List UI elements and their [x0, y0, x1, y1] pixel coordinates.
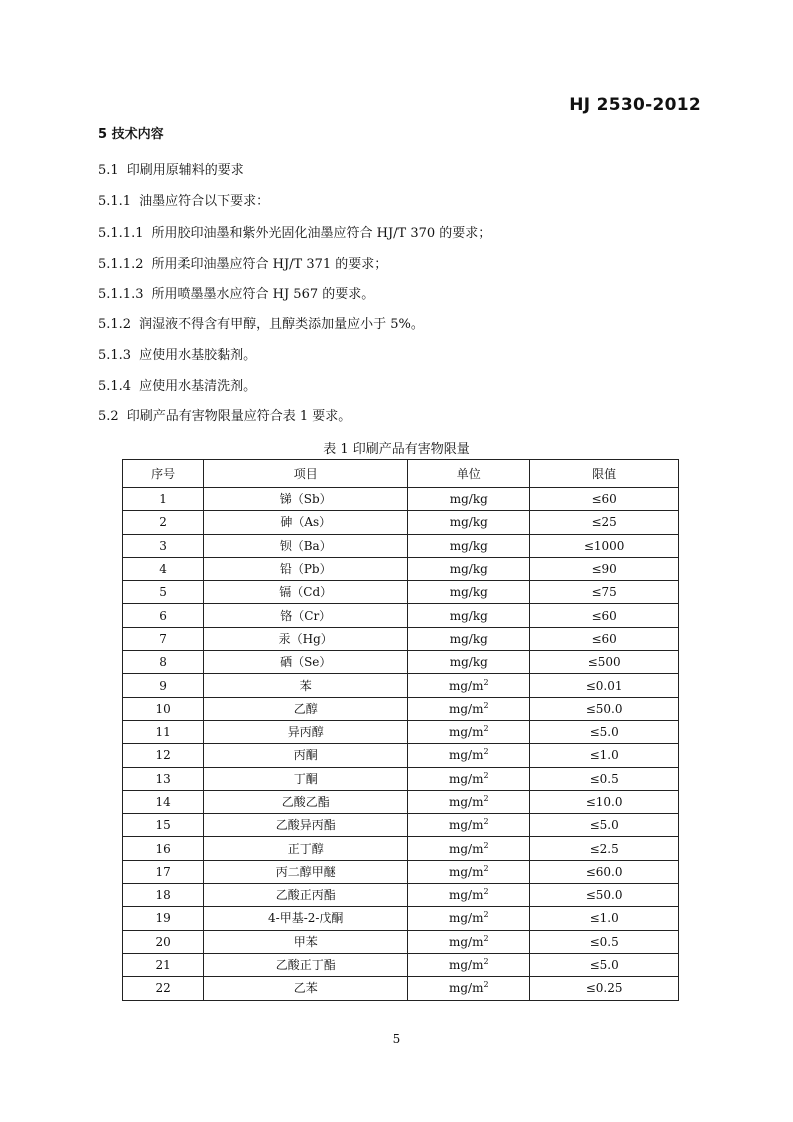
unit-text: mg/m [448, 841, 484, 856]
unit-text: mg/m [448, 864, 484, 879]
clause-number: 5.1.1.1 [98, 226, 144, 241]
cell-item: 乙醇 [204, 697, 408, 720]
table-row [123, 930, 679, 953]
cell-item: 苯 [204, 674, 408, 697]
cell-unit [408, 930, 530, 953]
unit-text: mg/m [448, 911, 484, 926]
paragraph-5-1-2 [98, 317, 424, 333]
cell-limit: ≤50.0 [530, 697, 679, 720]
table-caption: 表 1 印刷产品有害物限量 [323, 442, 470, 457]
table-row [123, 790, 679, 813]
cell-limit: ≤60 [530, 488, 679, 511]
cell-no: 12 [123, 744, 204, 767]
cell-no: 1 [123, 488, 204, 511]
cell-no: 10 [123, 697, 204, 720]
unit-text: mg/kg [449, 631, 488, 646]
cell-unit [408, 581, 530, 604]
cell-no: 14 [123, 790, 204, 813]
cell-no: 5 [123, 581, 204, 604]
unit-exponent: 2 [483, 980, 489, 990]
cell-item: 正丁醇 [204, 837, 408, 860]
section-title: 5 技术内容 [98, 127, 164, 142]
table-row [123, 581, 679, 604]
unit-text: mg/m [448, 725, 484, 740]
cell-item: 异丙醇 [204, 720, 408, 743]
unit-text: mg/m [448, 818, 484, 833]
table-row [123, 511, 679, 534]
cell-unit [408, 884, 530, 907]
paragraph-5-1-4 [98, 379, 256, 395]
cell-item: 乙酸正丁酯 [204, 953, 408, 976]
cell-limit: ≤50.0 [530, 884, 679, 907]
cell-unit [408, 627, 530, 650]
unit-text: mg/kg [449, 515, 488, 530]
table-row [123, 953, 679, 976]
cell-no: 8 [123, 651, 204, 674]
cell-unit [408, 674, 530, 697]
cell-unit [408, 790, 530, 813]
cell-unit [408, 534, 530, 557]
unit-text: mg/m [448, 934, 484, 949]
clause-number: 5.1.4 [98, 379, 132, 394]
table-row [123, 651, 679, 674]
table-row [123, 744, 679, 767]
table-row [123, 837, 679, 860]
clause-number: 5.1.1.3 [98, 287, 144, 302]
page-number: 5 [392, 1032, 401, 1046]
unit-exponent: 2 [483, 747, 489, 757]
paragraph-5-1 [98, 163, 244, 179]
cell-item: 铅（Pb） [204, 557, 408, 580]
unit-text: mg/m [448, 888, 484, 903]
cell-item: 乙苯 [204, 977, 408, 1000]
unit-exponent: 2 [483, 724, 489, 734]
document-code: HJ 2530-2012 [569, 95, 701, 115]
cell-limit: ≤0.01 [530, 674, 679, 697]
cell-no: 21 [123, 953, 204, 976]
unit-text: mg/m [448, 958, 484, 973]
cell-limit: ≤2.5 [530, 837, 679, 860]
cell-unit [408, 557, 530, 580]
clause-text: 所用柔印油墨应符合 HJ/T 371 的要求； [151, 257, 388, 272]
cell-item: 钡（Ba） [204, 534, 408, 557]
unit-exponent: 2 [483, 770, 489, 780]
header-no: 序号 [123, 460, 204, 488]
cell-limit: ≤0.25 [530, 977, 679, 1000]
cell-no: 9 [123, 674, 204, 697]
clause-number: 5.2 [98, 409, 119, 424]
unit-text: mg/m [448, 678, 484, 693]
clause-text: 油墨应符合以下要求： [139, 194, 270, 209]
table-row [123, 534, 679, 557]
cell-no: 6 [123, 604, 204, 627]
cell-item: 4-甲基-2-戊酮 [204, 907, 408, 930]
cell-limit: ≤60 [530, 604, 679, 627]
table-row [123, 627, 679, 650]
cell-unit [408, 744, 530, 767]
unit-exponent: 2 [483, 700, 489, 710]
cell-item: 乙酸乙酯 [204, 790, 408, 813]
cell-limit: ≤90 [530, 557, 679, 580]
cell-limit: ≤5.0 [530, 814, 679, 837]
unit-exponent: 2 [483, 933, 489, 943]
table-row [123, 907, 679, 930]
cell-no: 19 [123, 907, 204, 930]
cell-unit [408, 488, 530, 511]
cell-item: 丁酮 [204, 767, 408, 790]
hazardous-substance-limits-table [122, 459, 679, 1001]
paragraph-5-1-1 [98, 194, 269, 210]
cell-no: 3 [123, 534, 204, 557]
cell-no: 17 [123, 860, 204, 883]
cell-item: 铬（Cr） [204, 604, 408, 627]
cell-limit: ≤60 [530, 627, 679, 650]
paragraph-5-1-1-3 [98, 287, 374, 303]
cell-no: 11 [123, 720, 204, 743]
table-row [123, 977, 679, 1000]
unit-text: mg/m [448, 771, 484, 786]
clause-text: 润湿液不得含有甲醇，且醇类添加量应小于 5%。 [139, 317, 424, 332]
unit-exponent: 2 [483, 840, 489, 850]
cell-unit [408, 604, 530, 627]
table-row [123, 767, 679, 790]
clause-text: 应使用水基清洗剂。 [139, 379, 257, 394]
unit-exponent: 2 [483, 863, 489, 873]
clause-number: 5.1 [98, 163, 119, 178]
cell-limit: ≤60.0 [530, 860, 679, 883]
table-row [123, 720, 679, 743]
unit-text: mg/kg [449, 538, 488, 553]
table-header-row [123, 460, 679, 488]
unit-exponent: 2 [483, 957, 489, 967]
unit-exponent: 2 [483, 794, 489, 803]
cell-unit [408, 697, 530, 720]
cell-item: 汞（Hg） [204, 627, 408, 650]
unit-exponent: 2 [483, 887, 489, 897]
unit-text: mg/kg [449, 585, 488, 600]
cell-unit [408, 720, 530, 743]
paragraph-5-2 [98, 409, 351, 425]
cell-item: 乙酸异丙酯 [204, 814, 408, 837]
cell-item: 甲苯 [204, 930, 408, 953]
unit-exponent: 2 [483, 910, 489, 920]
cell-limit: ≤75 [530, 581, 679, 604]
cell-limit: ≤10.0 [530, 790, 679, 813]
cell-limit: ≤1.0 [530, 907, 679, 930]
unit-exponent: 2 [483, 817, 489, 827]
cell-unit [408, 860, 530, 883]
clause-number: 5.1.1.2 [98, 257, 144, 272]
cell-item: 乙酸正丙酯 [204, 884, 408, 907]
table-row [123, 557, 679, 580]
cell-limit: ≤1.0 [530, 744, 679, 767]
cell-item: 硒（Se） [204, 651, 408, 674]
clause-text: 印刷产品有害物限量应符合表 1 要求。 [126, 409, 352, 424]
cell-item: 丙二醇甲醚 [204, 860, 408, 883]
clause-number: 5.1.3 [98, 348, 132, 363]
clause-text: 应使用水基胶黏剂。 [139, 348, 257, 363]
cell-unit [408, 814, 530, 837]
clause-text: 所用胶印油墨和紫外光固化油墨应符合 HJ/T 370 的要求； [151, 226, 492, 241]
clause-number: 5.1.1 [98, 194, 132, 209]
unit-text: mg/m [448, 748, 484, 763]
header-unit: 单位 [408, 460, 530, 488]
cell-no: 4 [123, 557, 204, 580]
clause-text: 所用喷墨墨水应符合 HJ 567 的要求。 [151, 287, 375, 302]
cell-unit [408, 953, 530, 976]
cell-unit [408, 837, 530, 860]
cell-unit [408, 767, 530, 790]
table-row [123, 697, 679, 720]
table-row [123, 814, 679, 837]
table-row [123, 884, 679, 907]
unit-text: mg/m [448, 701, 484, 716]
table-row [123, 674, 679, 697]
cell-item: 丙酮 [204, 744, 408, 767]
paragraph-5-1-1-1 [98, 226, 491, 242]
cell-no: 7 [123, 627, 204, 650]
table-row [123, 488, 679, 511]
cell-limit: ≤0.5 [530, 767, 679, 790]
cell-unit [408, 977, 530, 1000]
header-item: 项目 [204, 460, 408, 488]
unit-text: mg/kg [449, 608, 488, 623]
cell-unit [408, 907, 530, 930]
header-limit: 限值 [530, 460, 679, 488]
cell-limit: ≤5.0 [530, 953, 679, 976]
paragraph-5-1-3 [98, 348, 256, 364]
cell-limit: ≤5.0 [530, 720, 679, 743]
cell-unit [408, 511, 530, 534]
table-row [123, 860, 679, 883]
cell-no: 15 [123, 814, 204, 837]
cell-no: 18 [123, 884, 204, 907]
clause-text: 印刷用原辅料的要求 [126, 163, 244, 178]
table-row [123, 604, 679, 627]
paragraph-5-1-1-2 [98, 257, 387, 273]
clause-number: 5.1.2 [98, 317, 132, 332]
cell-unit [408, 651, 530, 674]
cell-item: 镉（Cd） [204, 581, 408, 604]
cell-limit: ≤1000 [530, 534, 679, 557]
cell-no: 20 [123, 930, 204, 953]
unit-text: mg/kg [449, 492, 488, 507]
cell-item: 砷（As） [204, 511, 408, 534]
cell-item: 锑（Sb） [204, 488, 408, 511]
unit-text: mg/kg [449, 655, 488, 670]
unit-text: mg/m [448, 981, 484, 996]
cell-no: 13 [123, 767, 204, 790]
unit-text: mg/m [448, 795, 484, 809]
cell-limit: ≤500 [530, 651, 679, 674]
cell-limit: ≤0.5 [530, 930, 679, 953]
cell-limit: ≤25 [530, 511, 679, 534]
table-body [123, 488, 679, 1001]
cell-no: 16 [123, 837, 204, 860]
cell-no: 22 [123, 977, 204, 1000]
unit-exponent: 2 [483, 677, 489, 687]
unit-text: mg/kg [449, 562, 488, 577]
cell-no: 2 [123, 511, 204, 534]
